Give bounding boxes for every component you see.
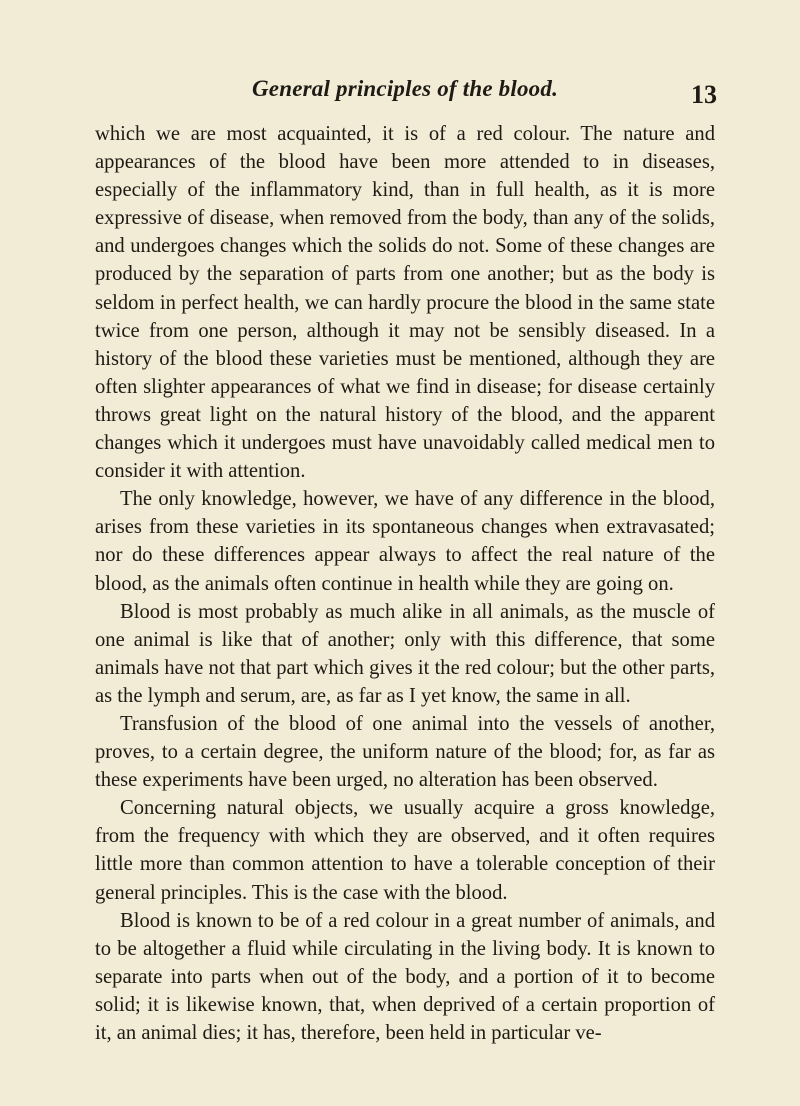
paragraph: Blood is most probably as much alike in all animals, as the muscle of one animal is like that of another; only with this difference, that some animals have not that part which gives it the red colour; but the other parts, as the lymph and serum, are, as far as I yet know, the same in all. (95, 600, 715, 707)
paragraph-continued: which we are most acquainted, it is of a red colour. The nature and appearances of the blood have been more attended to in diseases, especially of the inflammatory kind, than in full health, as it is more expressive of disease, when removed from the body, than any of the solids, and undergoes changes which the solids do not. Some of these changes are produced by the separation of parts from one another; but as the body is seldom in perfect health, we can hardly procure the blood in the same state twice from one person, although it may not be sensibly diseased. In a history of the blood these varieties must be mentioned, although they are often slighter appearances of what we find in disease; for disease certainly throws great light on the natural history of the blood, and the apparent changes which it undergoes must have unavoidably called medical men to consider it with attention. (95, 123, 715, 483)
paragraph: Transfusion of the blood of one animal into the vessels of another, proves, to a certain degree, the uniform nature of the blood; for, as far as these experiments have been urged, no alteration has been observed. (95, 712, 715, 792)
paragraph: Concerning natural objects, we usually acquire a gross knowledge, from the frequency with which they are observed, and it often requires little more than common attention to have a tolerable conception of their general principles. This is the case with the blood. (95, 797, 715, 904)
body-text (95, 120, 715, 1047)
running-head (95, 76, 715, 108)
running-title: General principles of the blood. (251, 76, 559, 101)
paragraph: Blood is known to be of a red colour in a great number of animals, and to be altogether a fluid while circulating in the living body. It is known to separate into parts when out of the body, and a portion of it to become solid; it is likewise known, that, when deprived of a certain proportion of it, an animal dies; it has, therefore, been held in particular ve- (95, 909, 715, 1044)
paragraph: The only knowledge, however, we have of any difference in the blood, arises from these varieties in its spontaneous changes when extravasated; nor do these differences appear always to affect the real nature of the blood, as the animals often continue in health while they are going on. (95, 488, 715, 595)
page-number: 13 (691, 80, 717, 109)
